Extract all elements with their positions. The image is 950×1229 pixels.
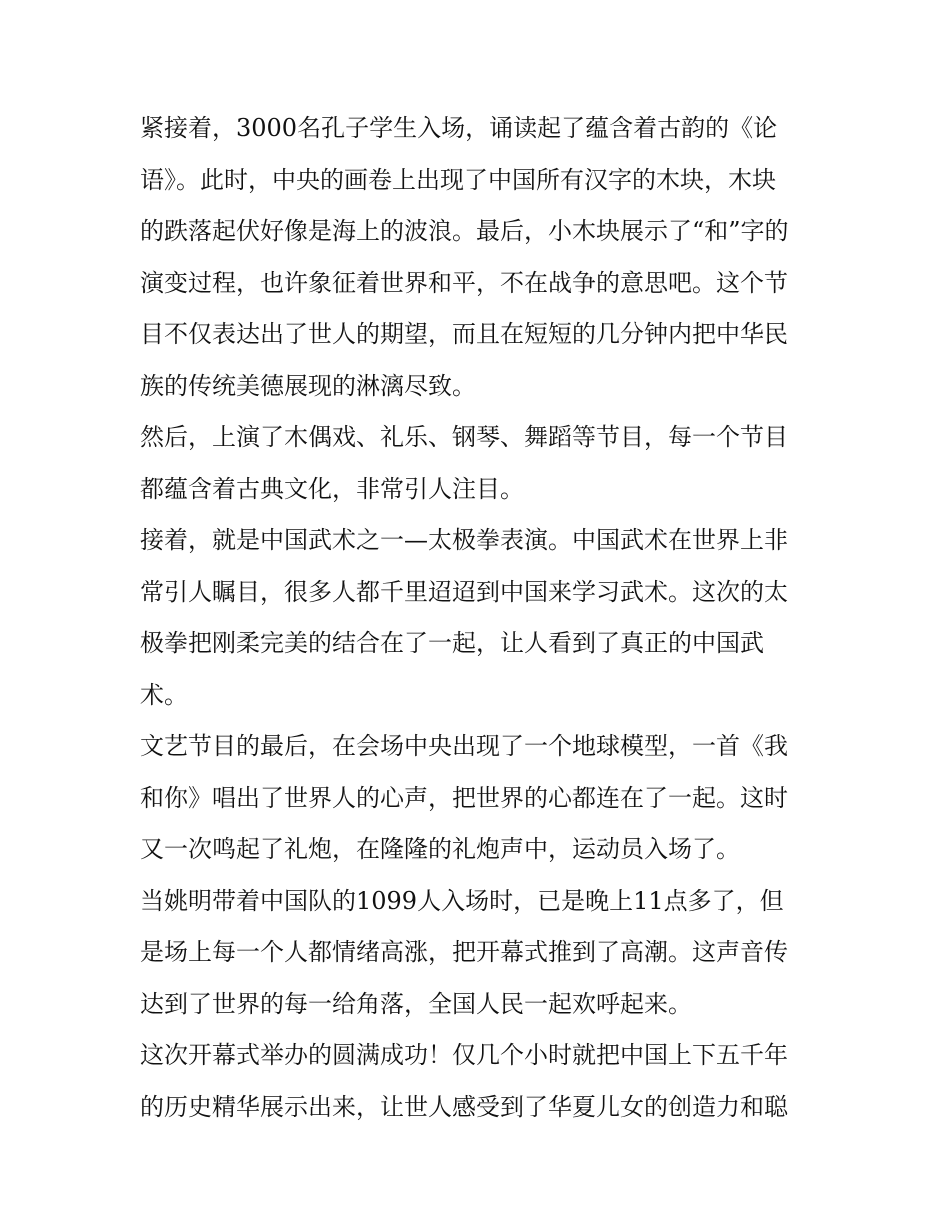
text-line: 文艺节目的最后，在会场中央出现了一个地球模型，一首《我 — [140, 732, 788, 760]
text-line: 族的传统美德展现的淋漓尽致。 — [140, 371, 476, 400]
text-line: 都蕴含着古典文化，非常引人注目。 — [140, 474, 524, 503]
text-line: 演变过程，也许象征着世界和平，不在战争的意思吧。这个节 — [140, 268, 788, 297]
text-line: 常引人瞩目，很多人都千里迢迢到中国来学习武术。这次的太 — [140, 577, 788, 606]
text-line: 目不仅表达出了世人的期望，而且在短短的几分钟内把中华民 — [140, 320, 788, 348]
text-line: 达到了世界的每一给角落，全国人民一起欢呼起来。 — [140, 989, 692, 1018]
text-line: 接着，就是中国武术之一—太极拳表演。中国武术在世界上非 — [140, 526, 788, 554]
text-line: 又一次鸣起了礼炮，在隆隆的礼炮声中，运动员入场了。 — [140, 835, 740, 863]
text-line: 当姚明带着中国队的1099人入场时，已是晚上11点多了，但 — [140, 886, 784, 915]
text-line: 紧接着，3000名孔子学生入场，诵读起了蕴含着古韵的《论 — [140, 114, 778, 142]
text-line: 和你》唱出了世界人的心声，把世界的心都连在了一起。这时 — [140, 783, 788, 812]
text-line: 的跌落起伏好像是海上的波浪。最后，小木块展示了“和”字的 — [140, 217, 789, 245]
text-line: 的历史精华展示出来，让世人感受到了华夏儿女的创造力和聪 — [140, 1092, 788, 1121]
text-line: 术。 — [140, 680, 188, 709]
text-line: 极拳把刚柔完美的结合在了一起，让人看到了真正的中国武 — [140, 629, 764, 657]
text-line: 是场上每一个人都情绪高涨，把开幕式推到了高潮。这声音传 — [140, 938, 788, 966]
text-line: 语》。此时，中央的画卷上出现了中国所有汉字的木块，木块 — [140, 165, 776, 194]
text-line: 这次开幕式举办的圆满成功！仅几个小时就把中国上下五千年 — [140, 1041, 788, 1069]
body-text — [140, 103, 812, 1133]
text-line: 然后，上演了木偶戏、礼乐、钢琴、舞蹈等节目，每一个节目 — [140, 423, 788, 451]
